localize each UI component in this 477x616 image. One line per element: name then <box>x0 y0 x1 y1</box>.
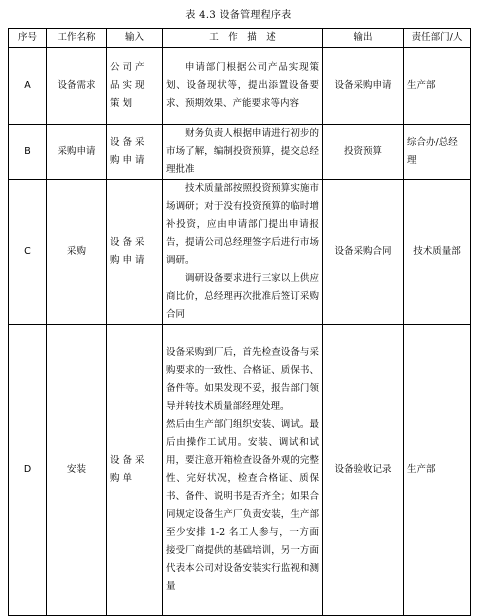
row-work-name: 安装 <box>47 325 107 616</box>
row-output: 设备采购申请 <box>323 48 404 125</box>
row-description <box>163 125 323 180</box>
row-input: 公司产品实现策划 <box>107 48 163 125</box>
row-description <box>163 325 323 616</box>
row-description <box>163 48 323 125</box>
description-paragraph: 财务负责人根据申请进行初步的市场了解，编制投资预算，提交总经理批准 <box>166 128 319 175</box>
row-input: 设备采购单 <box>107 325 163 616</box>
description-paragraph: 然后由生产部门组织安装、调试。最后由操作工试用。安装、调试和试用，要注意开箱检查设备外观的完整性、完好状况，检查合格证、质保书、备件、说明书是否齐全；如果合同规定设备生产厂负责安装，生产部至少安排 1-2 名工人参与，一方面接受厂商提供的基础培训，另一方面代表本公司对设备安装实行监视和测量 <box>166 419 319 592</box>
row-description <box>163 180 323 325</box>
row-seq: D <box>9 325 47 616</box>
row-department: 技术质量部 <box>404 180 471 325</box>
description-paragraph: 技术质量部按照投资预算实施市场调研；对于没有投资预算的临时增补投资，应由申请部门提出申请报告，提请公司总经理签字后进行市场调研。 <box>166 183 319 266</box>
description-paragraph: 申请部门根据公司产品实现策划、设备现状等，提出添置设备要求、预期效果、产能要求等内容 <box>166 62 319 109</box>
table-row <box>9 125 471 180</box>
row-output: 设备采购合同 <box>323 180 404 325</box>
row-input: 设备采购申请 <box>107 125 163 180</box>
row-work-name: 采购 <box>47 180 107 325</box>
row-output: 设备验收记录 <box>323 325 404 616</box>
description-paragraph: 设备采购到厂后，首先检查设备与采购要求的一致性、合格证、质保书、备件等。如果发现不妥，报告部门领导并转技术质量部经理处理。 <box>166 347 319 412</box>
header-output: 输出 <box>323 29 404 48</box>
table-row <box>9 180 471 325</box>
row-seq: C <box>9 180 47 325</box>
table-title: 表 4.3 设备管理程序表 <box>185 10 292 21</box>
header-name: 工作名称 <box>47 29 107 48</box>
row-work-name: 采购申请 <box>47 125 107 180</box>
header-row <box>9 29 471 48</box>
description-paragraph: 调研设备要求进行三家以上供应商比价，总经理再次批准后签订采购合同 <box>166 273 319 320</box>
table-row <box>9 48 471 125</box>
row-output: 投资预算 <box>323 125 404 180</box>
row-department: 综合办/总经理 <box>404 125 471 180</box>
row-seq: B <box>9 125 47 180</box>
procedure-table <box>8 28 471 616</box>
header-dept: 责任部门/人 <box>404 29 471 48</box>
header-input: 输入 <box>107 29 163 48</box>
header-seq: 序号 <box>9 29 47 48</box>
row-input: 设备采购申请 <box>107 180 163 325</box>
header-desc: 工 作 描 述 <box>163 29 323 48</box>
row-department: 生产部 <box>404 48 471 125</box>
row-department: 生产部 <box>404 325 471 616</box>
row-work-name: 设备需求 <box>47 48 107 125</box>
row-seq: A <box>9 48 47 125</box>
table-row <box>9 325 471 616</box>
